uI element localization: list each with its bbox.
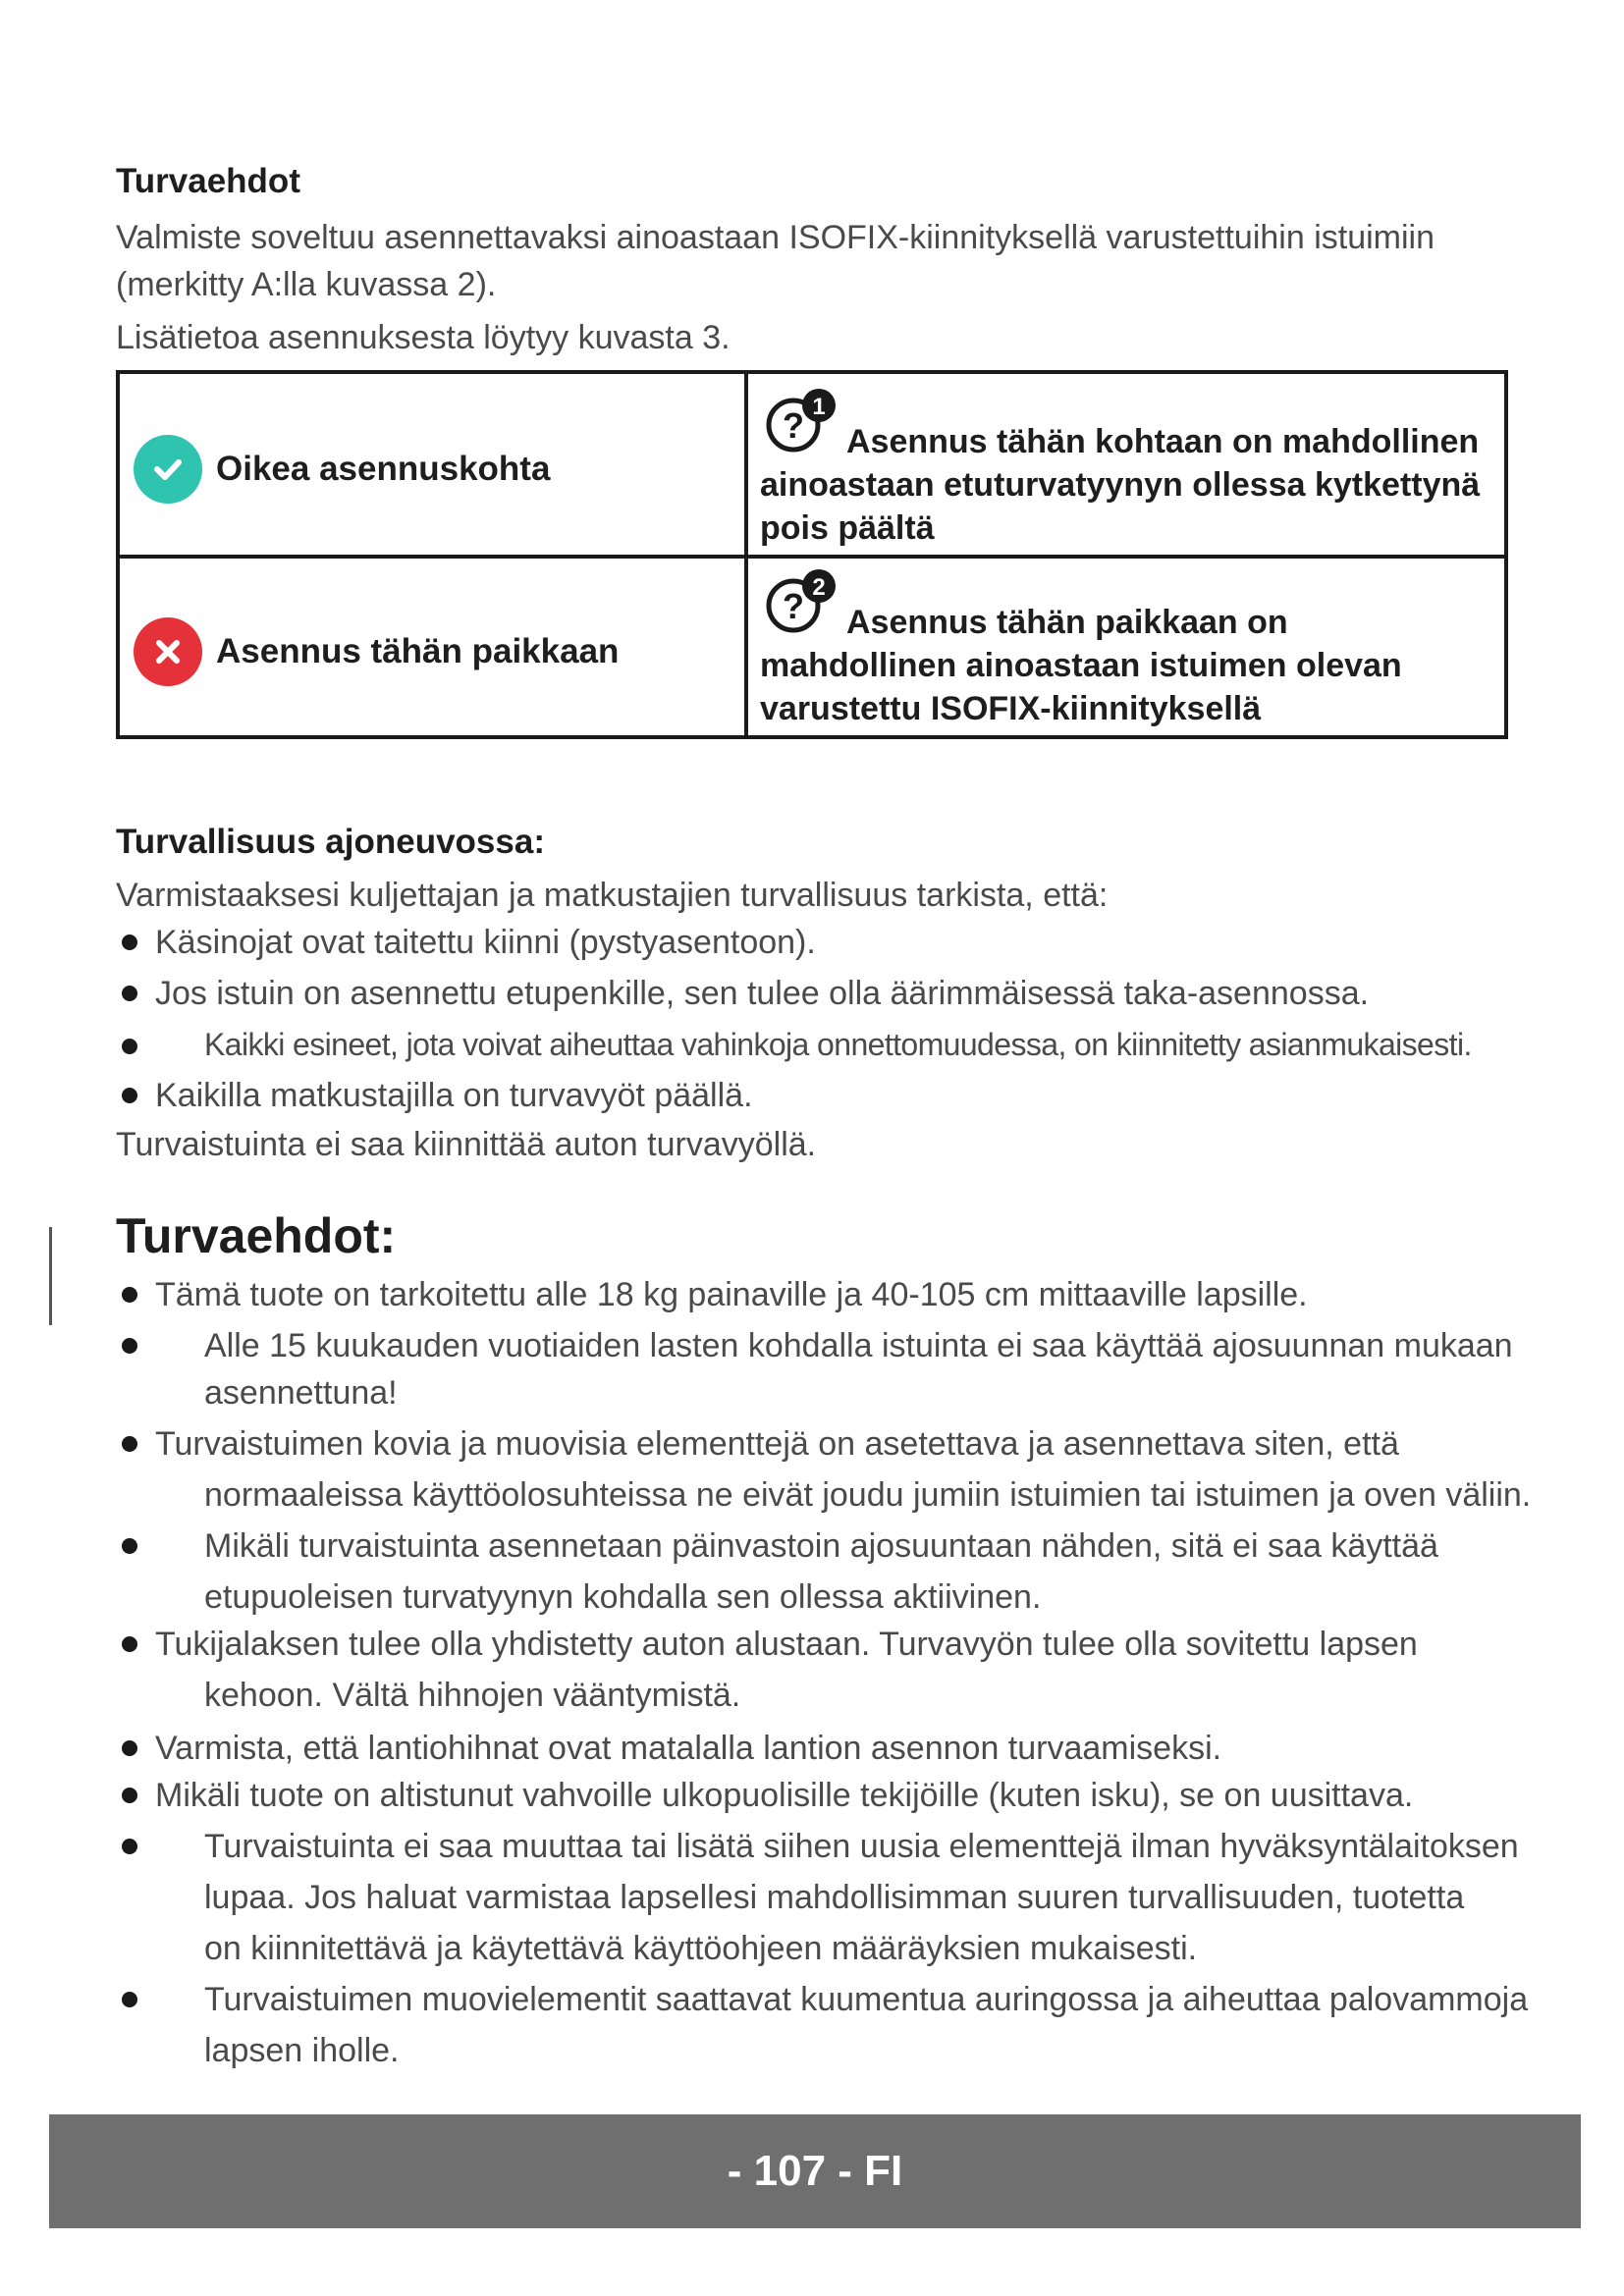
section-title-vehicle-safety: Turvallisuus ajoneuvossa: (116, 823, 545, 861)
para-line: (merkitty A:lla kuvassa 2). (116, 266, 497, 303)
legend-wrong-label: Asennus tähän paikkaan (216, 632, 620, 670)
bullet-icon (122, 1088, 137, 1103)
para-line: Lisätietoa asennuksesta löytyy kuvasta 3. (116, 319, 731, 356)
bullet-icon (122, 1538, 137, 1554)
legend-correct-label: Oikea asennuskohta (216, 450, 551, 488)
legend-note-2 (760, 566, 1506, 730)
bullet-icon (122, 1992, 137, 2007)
table-divider (120, 555, 1504, 559)
question-badge-icon (760, 566, 842, 644)
bullet-icon (122, 1636, 137, 1652)
legend-correct-position (134, 435, 550, 504)
note2-line2: mahdollinen ainoastaan istuimen olevan (760, 647, 1402, 684)
manual-page: Turvaehdot Valmiste soveltuu asennettavaksi ainoastaan ISOFIX-kiinnityksellä varustettuihin istuimiin (merkitty A:lla kuvassa 2). Lisätietoa asennuksesta löytyy kuvasta 3. Oikea asennuskohta Asennus tähän paikkaan ? 1 Asennus tähän kohtaan on mahdollinen ainoastaan etuturvatyynyn ollessa kytkettynä pois päältä ? 2 Asennus tähän paikkaan on mahdollinen ainoastaan istuimen olevan varustettu ISOFIX-kiinnityksellä Turvallisuus ajoneuvossa: Varmistaaksesi kuljettajan ja matkustajien turvallisuus tarkista, että: Käsinojat ovat taitettu kiinni (pystyasentoon). Jos istuin on asennettu etupenkille, sen tulee olla äärimmäisessä taka-asennossa. Kaikki esineet, jota voivat aiheuttaa vahinkoja onnettomuudessa, on kiinnitetty asianmukaisesti. Kaikilla matkustajilla on turvavyöt päällä. Turvaistuinta ei saa kiinnittää auton turvavyöllä. Turvaehdot: Tämä tuote on tarkoitettu alle 18 kg painaville ja 40-105 cm mittaaville lapsille. Alle 15 kuukauden vuotiaiden lasten kohdalla istuinta ei saa käyttää ajosuunnan mukaan asennettuna! Turvaistuimen kovia ja muovisia elementtejä on asetettava ja asennettava siten, että normaaleissa käyttöolosuhteissa ne eivät joudu jumiin istuimien tai istuimen ja oven väliin. Mikäli turvaistuinta asennetaan päinvastoin ajosuuntaan nähden, sitä ei saa käyttää etupuoleisen turvatyynyn kohdalla sen ollessa aktiivinen. Tukijalaksen tulee olla yhdistetty auton alustaan. Turvavyön tulee olla sovitettu lapsen kehoon. Vältä hihnojen vääntymistä. Varmista, että lantiohihnat ovat matalalla lantion asennon turvaamiseksi. Mikäli tuote on altistunut vahvoille ulkopuolisille tekijöille (kuten isku), se on uusittava. Turvaistuinta ei saa muuttaa tai lisätä siihen uusia elementtejä ilman hyväksyntälaitoksen lupaa. Jos haluat varmistaa lapsellesi mahdollisimman suuren turvallisuuden, tuotetta on kiinnitettävä ja käytettävä käyttöohjeen määräyksien mukaisesti. Turvaistuimen muovielementit saattavat kuumentua auringossa ja aiheuttaa palovammoja lapsen iholle. - 107 - FI (0, 0, 1624, 2296)
page-footer (49, 2114, 1581, 2228)
para-line: Valmiste soveltuu asennettavaksi ainoastaan ISOFIX-kiinnityksellä varustettuihin istuimiin (116, 219, 1435, 256)
badge-number: 2 (812, 574, 826, 601)
cross-icon (134, 617, 202, 686)
bullet-icon (122, 1287, 137, 1303)
bullet-icon (122, 1039, 137, 1054)
bullet-icon (122, 1436, 137, 1452)
note2-line3: varustettu ISOFIX-kiinnityksellä (760, 690, 1262, 727)
question-badge-icon (760, 386, 842, 463)
section-title-turvaehdot-large: Turvaehdot: (116, 1208, 397, 1263)
bullet-icon (122, 1788, 137, 1803)
bullet-icon (122, 934, 137, 950)
bullet-icon (122, 1740, 137, 1756)
svg-text:?: ? (783, 586, 804, 626)
section2-outro: Turvaistuinta ei saa kiinnittää auton turvavyöllä. (116, 1126, 817, 1163)
bullet-icon (122, 1338, 137, 1354)
checkmark-icon (134, 435, 202, 504)
note1-line2: ainoastaan etuturvatyynyn ollessa kytkettynä (760, 466, 1481, 504)
section-title-turvaehdot: Turvaehdot (116, 162, 300, 200)
note1-line1: Asennus tähän kohtaan on mahdollinen (846, 423, 1480, 460)
installation-legend-table (116, 370, 1508, 739)
note2-line1: Asennus tähän paikkaan on (846, 604, 1288, 641)
section2-intro: Varmistaaksesi kuljettajan ja matkustajien turvallisuus tarkista, että: (116, 877, 1109, 914)
margin-marker (49, 1227, 52, 1325)
page-number: - 107 - FI (727, 2147, 903, 2195)
legend-wrong-position (134, 617, 619, 686)
legend-note-1 (760, 386, 1506, 550)
svg-text:?: ? (783, 405, 804, 446)
bullet-icon (122, 1839, 137, 1854)
badge-number: 1 (812, 394, 826, 420)
note1-line3: pois päältä (760, 509, 935, 547)
bullet-icon (122, 986, 137, 1001)
